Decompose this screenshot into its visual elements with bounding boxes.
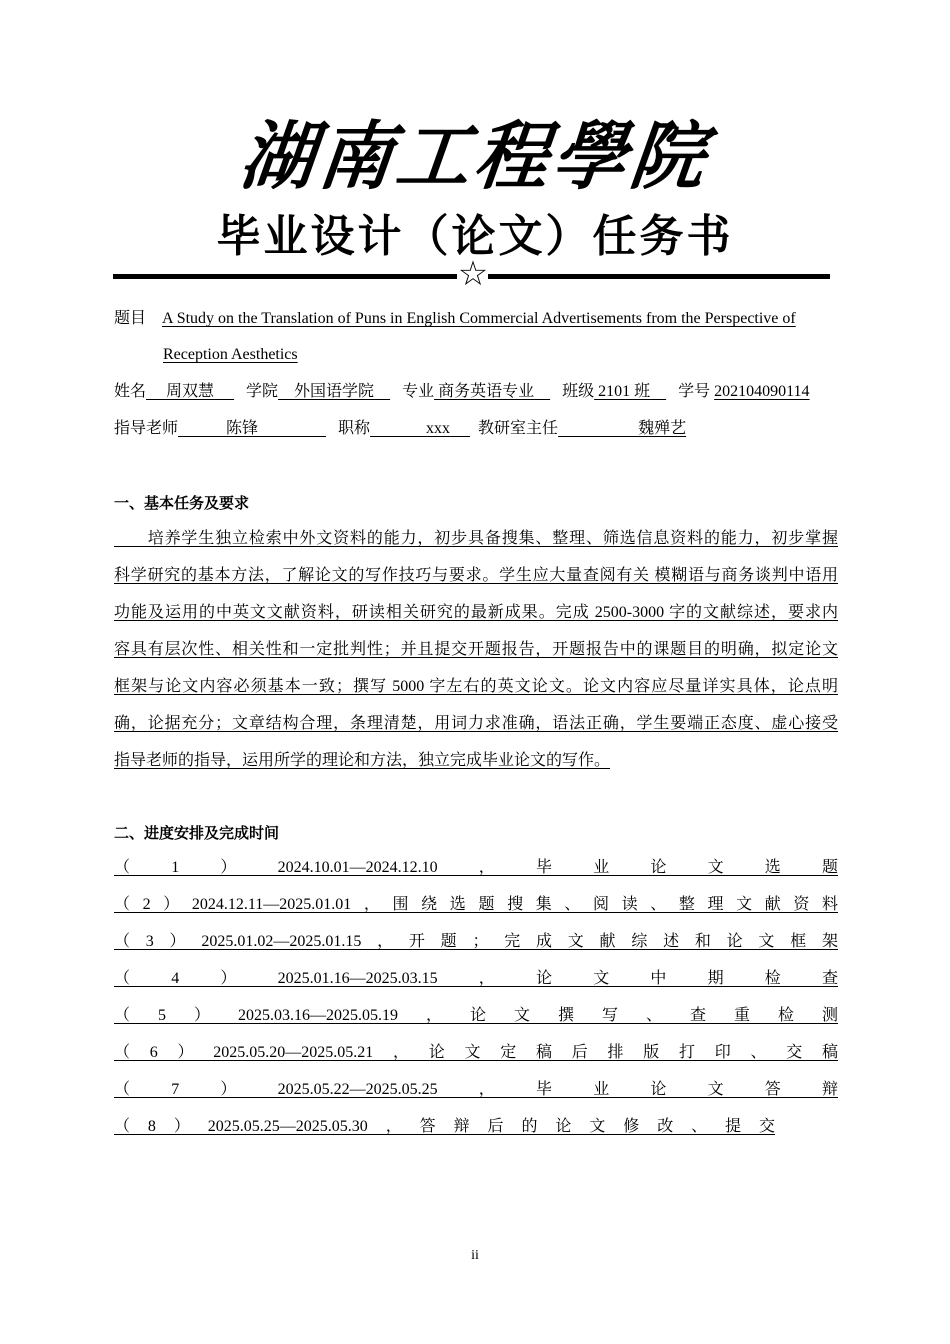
student-id: 202104090114 — [714, 383, 810, 400]
body-line: 框架与论文内容必须基本一致；撰写 5000 字左右的英文论文。论文内容应尽量详实具体，论点明 — [114, 678, 838, 695]
class: 2101 班 — [598, 383, 651, 400]
body-line: 确，论据充分；文章结构合理，条理清楚，用词力求准确，语法正确，学生要端正态度、虚心接受 — [114, 715, 838, 732]
schedule-item: （8）2025.05.25—2025.05.30，答辩后的论文修改、提交 — [114, 1118, 775, 1135]
director: 魏殚艺 — [638, 420, 687, 437]
schedule-item: （1）2024.10.01—2024.12.10，毕业论文选题 — [114, 859, 838, 876]
topic-label: 题目 — [114, 310, 147, 327]
class-label: 班级 — [562, 383, 595, 400]
student-info-row — [114, 382, 810, 402]
director-label: 教研室主任 — [478, 420, 559, 437]
advisor: 陈锋 — [226, 420, 259, 437]
student-name: 周双慧 — [166, 383, 215, 400]
id-label: 学号 — [678, 383, 711, 400]
schedule-item: （7）2025.05.22—2025.05.25，毕业论文答辩 — [114, 1081, 838, 1098]
divider-right — [488, 274, 830, 279]
title-label: 职称 — [338, 420, 371, 437]
body-line: 容具有层次性、相关性和一定批判性；并且提交开题报告，开题报告中的课题目的明确，拟定论文 — [114, 641, 838, 658]
body-line: 科学研究的基本方法，了解论文的写作技巧与要求。学生应大量查阅有关 模糊语与商务谈判中语用 — [114, 567, 838, 584]
schedule-list — [114, 858, 838, 1154]
section1-heading: 一、基本任务及要求 — [114, 494, 250, 512]
section2-heading: 二、进度安排及完成时间 — [114, 824, 280, 842]
section1-body — [114, 529, 838, 788]
divider-left — [113, 274, 457, 279]
advisor-label: 指导老师 — [114, 420, 179, 437]
star-icon: ☆ — [457, 256, 489, 293]
advisor-row — [114, 419, 686, 439]
body-line: 指导老师的指导，运用所学的理论和方法，独立完成毕业论文的写作。 — [114, 752, 611, 769]
document-title: 毕业设计（论文）任务书 — [216, 211, 734, 262]
body-line: 培养学生独立检索中外文资料的能力，初步具备搜集、整理、筛选信息资料的能力，初步掌握 — [114, 530, 838, 547]
topic-text: A Study on the Translation of Puns in English Commercial Advertisements from the Perspective of — [162, 310, 796, 327]
page-number: ii — [471, 1248, 479, 1263]
schedule-item: （6）2025.05.20—2025.05.21，论文定稿后排版打印、交稿 — [114, 1044, 838, 1061]
name-label: 姓名 — [114, 383, 147, 400]
advisor-title: xxx — [426, 420, 451, 437]
body-line: 功能及运用的中英文文献资料，研读相关研究的最新成果。完成 2500-3000 字的文献综述，要求内 — [114, 604, 838, 621]
schedule-item: （2）2024.12.11—2025.01.01，围绕选题搜集、阅读、整理文献资料 — [114, 896, 838, 913]
schedule-item: （3）2025.01.02—2025.01.15，开题；完成文献综述和论文框架 — [114, 933, 838, 950]
major: 商务英语专业 — [438, 383, 535, 400]
topic-text-cont: Reception Aesthetics — [163, 346, 298, 363]
college-label: 学院 — [246, 383, 279, 400]
topic-row — [114, 309, 796, 329]
major-label: 专业 — [402, 383, 435, 400]
schedule-item: （5）2025.03.16—2025.05.19，论文撰写、查重检测 — [114, 1007, 838, 1024]
college: 外国语学院 — [294, 383, 375, 400]
school-logo: 湖南工程學院 — [235, 114, 713, 200]
schedule-item: （4）2025.01.16—2025.03.15，论文中期检查 — [114, 970, 838, 987]
